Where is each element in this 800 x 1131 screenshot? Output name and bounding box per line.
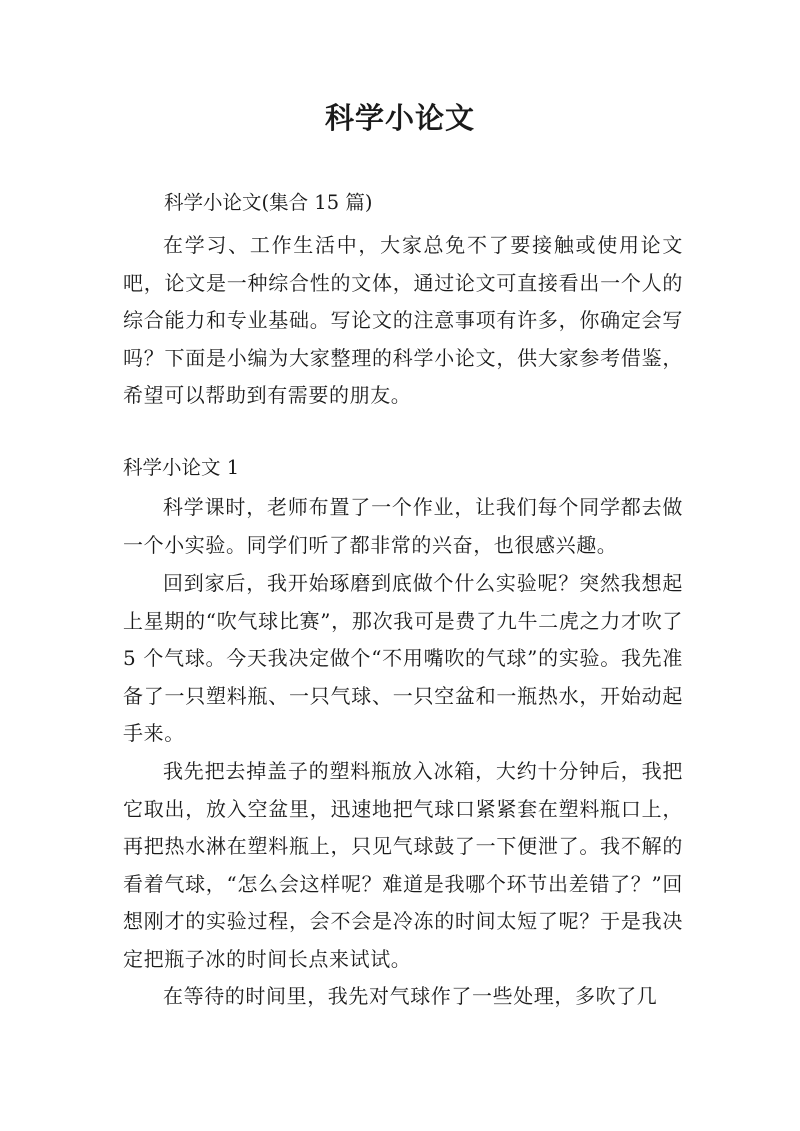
- body-paragraph: 科学课时，老师布置了一个作业，让我们每个同学都去做一个小实验。同学们听了都非常的兴奋，也很感兴趣。: [123, 495, 683, 557]
- section-heading: 科学小论文 1: [123, 456, 240, 479]
- intro-paragraph: 在学习、工作生活中，大家总免不了要接触或使用论文吧，论文是一种综合性的文体，通过论文可直接看出一个人的综合能力和专业基础。写论文的注意事项有许多，你确定会写吗？下面是小编为大家整理的科学小论文，供大家参考借鉴，希望可以帮助到有需要的朋友。: [123, 233, 683, 407]
- document-subtitle: 科学小论文(集合 15 篇): [164, 191, 373, 214]
- body-paragraph: 我先把去掉盖子的塑料瓶放入冰箱，大约十分钟后，我把它取出，放入空盆里，迅速地把气球口紧紧套在塑料瓶口上，再把热水淋在塑料瓶上，只见气球鼓了一下便泄了。我不解的看着气球，“怎么会这样呢？难道是我哪个环节出差错了？”回想刚才的实验过程，会不会是冷冻的时间太短了呢？于是我决定把瓶子冰的时间长点来试试。: [123, 759, 683, 971]
- body-paragraph: 回到家后，我开始琢磨到底做个什么实验呢？突然我想起上星期的“吹气球比赛”，那次我可是费了九牛二虎之力才吹了 5 个气球。今天我决定做个“不用嘴吹的气球”的实验。我先准备了一只塑料瓶、一只气球、一只空盆和一瓶热水，开始动起手来。: [123, 571, 683, 745]
- body-paragraph: 在等待的时间里，我先对气球作了一些处理，多吹了几: [163, 984, 658, 1008]
- page-title: 科学小论文: [324, 101, 475, 135]
